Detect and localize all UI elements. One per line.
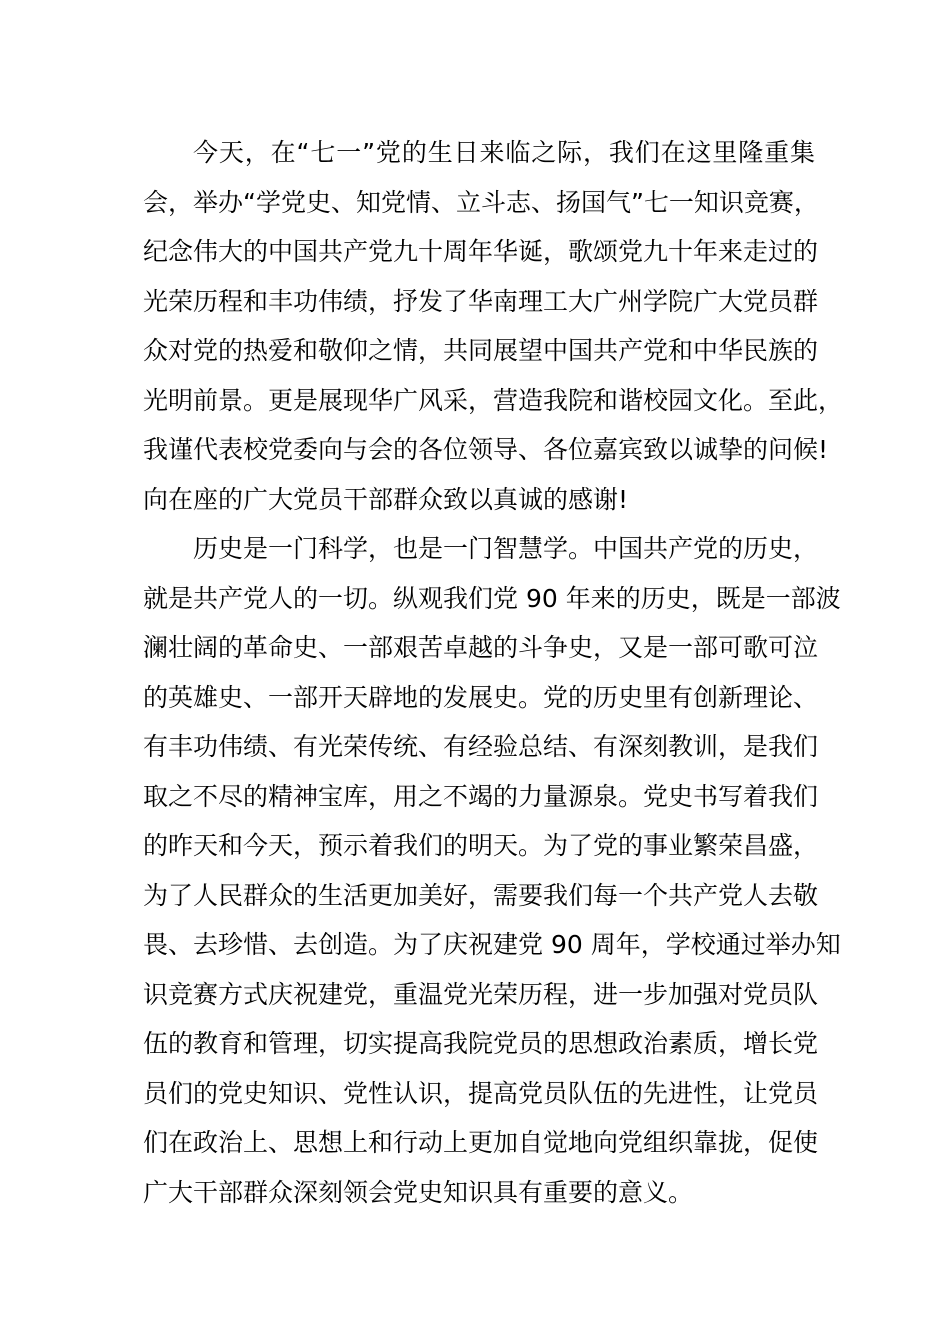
paragraph-2-line-6: 取之不尽的精神宝库，用之不竭的力量源泉。党史书写着我们: [143, 781, 819, 811]
paragraph-1-line-7: 我谨代表校党委向与会的各位领导、各位嘉宾致以诚挚的问候!: [143, 435, 829, 464]
paragraph-2-line-11: 伍的教育和管理，切实提高我院党员的思想政治素质，增长党: [143, 1029, 819, 1058]
paragraph-2-line-13: 们在政治上、思想上和行动上更加自觉地向党组织靠拢，促使: [143, 1128, 819, 1157]
paragraph-2-line-4: 的英雄史、一部开天辟地的发展史。党的历史里有创新理论、: [143, 682, 819, 712]
paragraph-1-line-1: 今天，在“七一”党的生日来临之际，我们在这里隆重集: [193, 138, 815, 167]
paragraph-2-line-1: 历史是一门科学，也是一门智慧学。中国共产党的历史，: [193, 534, 819, 563]
paragraph-1-line-6: 光明前景。更是展现华广风采，营造我院和谐校园文化。至此，: [143, 385, 844, 415]
paragraph-2-line-2: 就是共产党人的一切。纵观我们党 90 年来的历史，既是一部波: [143, 583, 841, 613]
paragraph-1-line-4: 光荣历程和丰功伟绩，抒发了华南理工大广州学院广大党员群: [143, 286, 819, 316]
paragraph-2-line-12: 员们的党史知识、党性认识，提高党员队伍的先进性，让党员: [143, 1078, 819, 1108]
paragraph-2-line-3: 澜壮阔的革命史、一部艰苦卓越的斗争史，又是一部可歌可泣: [143, 633, 819, 662]
paragraph-2-line-14: 广大干部群众深刻领会党史知识具有重要的意义。: [143, 1177, 694, 1207]
paragraph-1-line-8: 向在座的广大党员干部群众致以真诚的感谢!: [143, 484, 629, 514]
paragraph-1-line-5: 众对党的热爱和敬仰之情，共同展望中国共产党和中华民族的: [143, 336, 819, 365]
paragraph-2-line-9: 畏、去珍惜、去创造。为了庆祝建党 90 周年，学校通过举办知: [143, 930, 841, 959]
paragraph-2-line-5: 有丰功伟绩、有光荣传统、有经验总结、有深刻教训，是我们: [143, 732, 819, 761]
paragraph-1-line-3: 纪念伟大的中国共产党九十周年华诞，歌颂党九十年来走过的: [143, 237, 819, 266]
body-text: [143, 128, 844, 1217]
paragraph-2-line-7: 的昨天和今天，预示着我们的明天。为了党的事业繁荣昌盛，: [143, 831, 819, 860]
paragraph-2-line-8: 为了人民群众的生活更加美好，需要我们每一个共产党人去敬: [143, 880, 819, 910]
paragraph-2-line-10: 识竞赛方式庆祝建党，重温党光荣历程，进一步加强对党员队: [143, 979, 819, 1009]
paragraph-1-line-2: 会，举办“学党史、知党情、立斗志、扬国气”七一知识竞赛，: [143, 187, 819, 217]
